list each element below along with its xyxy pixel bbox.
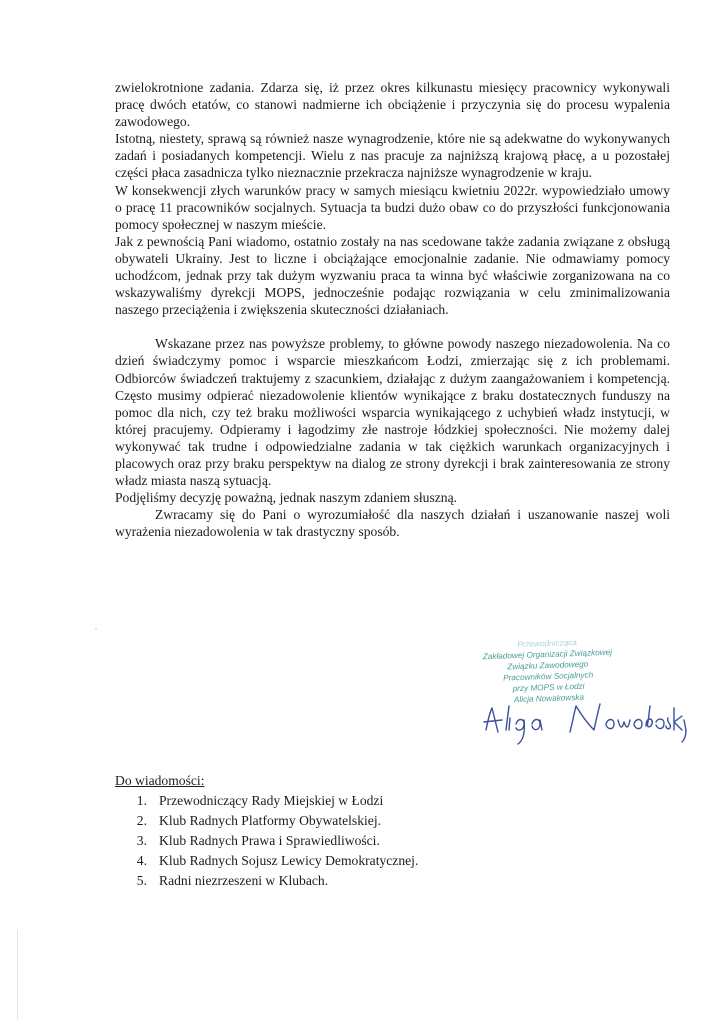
cc-list-item: 1. Przewodniczący Rady Miejskiej w Łodzi [136,793,384,808]
paragraph-resignations: W konsekwencji złych warunków pracy w samych miesiącu kwietniu 2022r. wypowiedziało umowy o pracę 11 pracowników socjalnych. Sytuacja ta budzi dużo obaw co do przyszłości funkcjonowania pomocy społecznej w naszym mieście. [115,182,670,232]
cc-list-item: 2. Klub Radnych Platformy Obywatelskiej. [136,813,381,828]
paragraph-summary: Wskazane przez nas powyższe problemy, to główne powody naszego niezadowolenia. Na co dzień świadczymy pomoc i wsparcie mieszkańcom Łodzi, zmierzając się z ich problemami. Odbiorców świadczeń traktujemy z szacunkiem, działając z dużym zaangażowaniem i kompetencją. Często musimy odpierać niezadowolenie klientów wynikające z braku dostatecznych funduszy na pomoc dla nich, czy też braku możliwości wsparcia wynikającego z uchybień władz instytucji, w której pracujemy. Odpieramy i łagodzimy złe nastroje łódzkiej społeczności. Nie możemy dalej wykonywać tak trudne i odpowiedzialne zadania w tak ciężkich warunkach organizacyjnych i placowych oraz przy braku perspektyw na dialog ze strony dyrekcji i brak zainteresowania ze strony władz miasta naszą sytuacją. [115,336,670,489]
scan-speck [95,628,97,630]
paragraph-decision: Podjęliśmy decyzję poważną, jednak naszym zdaniem słuszną. [115,490,458,506]
paragraph-closing: Zwracamy się do Pani o wyrozumiałość dla naszych działań i uszanowanie naszej woli wyrażenia niezadowolenia w tak drastyczny sposób. [115,507,670,540]
stamp-line: przy MOPS w Łodzi [512,681,585,694]
stamp-line: Pracowników Socjalnych [502,670,594,683]
stamp-line: Alicja Nowakowska [513,692,585,705]
cc-header: Do wiadomości: [115,773,205,788]
handwritten-signature [478,690,688,750]
stamp-line: Zakładowej Organizacji Związkowej [482,647,613,662]
cc-list-item: 4. Klub Radnych Sojusz Lewicy Demokratycznej. [136,853,419,868]
stamp-line: Związku Zawodowego [507,659,589,672]
scan-edge-mark [17,930,18,1020]
paragraph-ukraine: Jak z pewnością Pani wiadomo, ostatnio zostały na nas scedowane także zadania związane z obsługą obywateli Ukrainy. Jest to liczne i obciążające emocjonalnie zadanie. Nie odmawiamy pomocy uchodźcom, jednak przy tak dużym wyzwaniu praca ta winna być właściwie zorganizowana na co wskazywaliśmy dyrekcji MOPS, jednocześnie podając rozwiązania w celu zminimalizowania naszego przeciążenia i zwiększenia skuteczności działaniach. [115,233,670,318]
stamp-line: Przewodnicząca [517,637,577,650]
cc-list-item: 5. Radni niezrzeszeni w Klubach. [136,873,329,888]
letter-body [115,79,670,540]
cc-list [115,791,535,891]
paragraph-workload: zwielokrotnione zadania. Zdarza się, iż przez okres kilkunastu miesięcy pracownicy wykonywali pracę dwóch etatów, co stanowi nadmierne ich obciążenie i przyczynia się do procesu wypalenia zawodowego. [115,80,670,130]
cc-list-item: 3. Klub Radnych Prawa i Sprawiedliwości. [136,833,380,848]
paragraph-salary: Istotną, niestety, sprawą są również nasze wynagrodzenie, które nie są adekwatne do wykonywanych zadań i posiadanych kompetencji. Wielu z nas pracuje za najniższą krajową płacę, a u pozostałej części płaca zasadnicza tylko nieznacznie przekracza najniższe wynagrodzenie w kraju. [115,131,670,181]
